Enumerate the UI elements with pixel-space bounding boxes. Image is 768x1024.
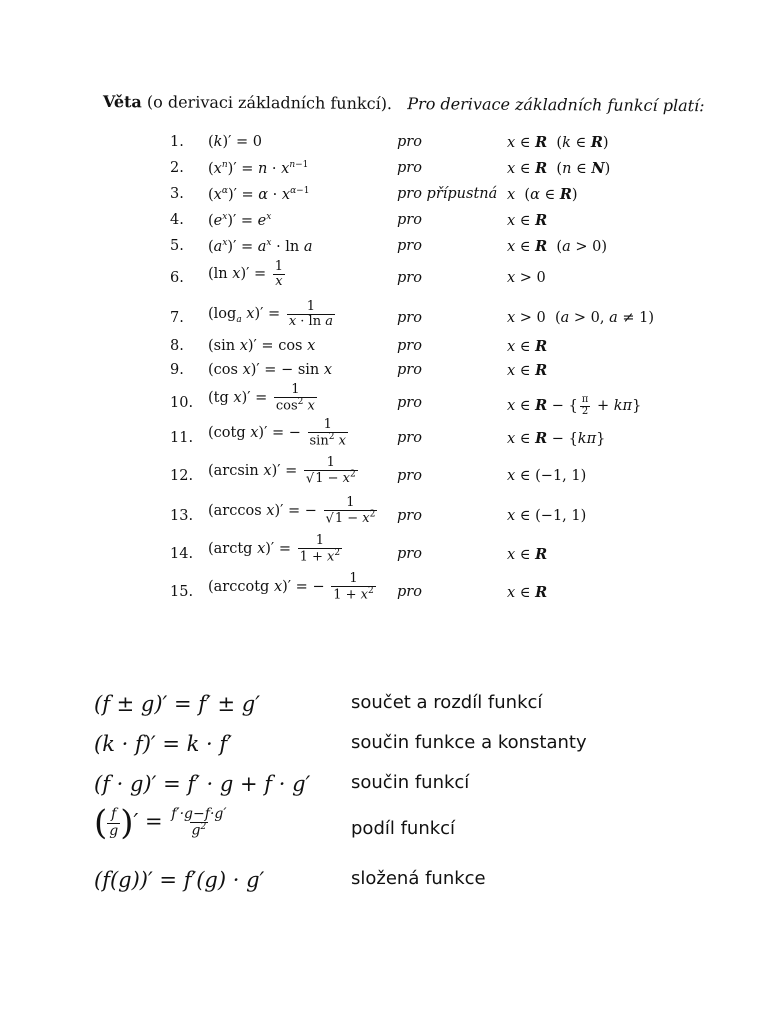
rule-formula: (f ± g)′ = f′ ± g′ bbox=[94, 692, 260, 716]
row-number: 12. bbox=[170, 468, 194, 484]
formula: ($\log_a$ x)′ = $\frac{1}{\text{x · ln a}}$ bbox=[208, 299, 333, 329]
condition: x > 0 (a > 0, a ≠ 1) bbox=[507, 310, 655, 326]
condition-word: pro bbox=[397, 508, 422, 524]
condition-word: pro bbox=[397, 212, 422, 228]
rule-description: součet a rozdíl funkcí bbox=[351, 692, 543, 713]
row-number: 11. bbox=[170, 430, 194, 446]
rule-formula: (f · g)′ = f′ · g + f · g′ bbox=[94, 772, 311, 796]
condition-word: pro bbox=[397, 362, 422, 378]
condition: x (α ∈ R) bbox=[507, 186, 578, 203]
condition: x ∈ R bbox=[507, 362, 548, 379]
condition-word: pro bbox=[397, 270, 422, 286]
row-number: 8. bbox=[170, 338, 184, 354]
row-number: 10. bbox=[170, 395, 194, 411]
theorem-label: Věta bbox=[102, 92, 142, 112]
condition-word: pro bbox=[397, 584, 422, 600]
formula: $(e^x)' = e^x$ bbox=[208, 212, 272, 229]
rule-formula: ( $\frac{f}{g}$ )′ = $\frac{f'\cdot g-f\cdot g'}{g^2}$ bbox=[94, 803, 227, 843]
condition: x ∈ R bbox=[507, 546, 548, 563]
formula: (arccotg x)′ = − $\frac{1}{1 + x^2}$ bbox=[208, 571, 374, 602]
row-number: 14. bbox=[170, 546, 194, 562]
condition: x ∈ R (k ∈ R) bbox=[507, 134, 609, 151]
formula: (arctg x)′ = $\frac{1}{1 + x^2}$ bbox=[208, 533, 341, 564]
row-number: 1. bbox=[170, 134, 184, 150]
row-number: 13. bbox=[170, 508, 194, 524]
condition-word: pro bbox=[397, 430, 422, 446]
condition-word: pro bbox=[397, 546, 422, 562]
theorem-heading bbox=[103, 92, 705, 115]
condition: x ∈ (−1, 1) bbox=[507, 468, 587, 484]
row-number: 6. bbox=[170, 270, 184, 286]
formula: $(x^n)' = n \cdot x^{n-1}$ bbox=[208, 160, 309, 177]
formula: $(x^\alpha)' = \alpha \cdot x^{\alpha-1}$ bbox=[208, 186, 310, 203]
rule-description: součin funkcí bbox=[351, 772, 470, 793]
condition-word: pro přípustná bbox=[397, 186, 498, 202]
theorem-statement: Pro derivace základních funkcí platí: bbox=[407, 94, 705, 116]
formula: (cotg x)′ = − $\frac{1}{\sin^2 x}$ bbox=[208, 417, 346, 448]
formula: (arcsin x)′ = $\frac{1}{√1 - x^2}$ bbox=[208, 455, 356, 486]
condition: x ∈ R (a > 0) bbox=[507, 238, 607, 255]
row-number: 7. bbox=[170, 310, 184, 326]
condition-word: pro bbox=[397, 238, 422, 254]
formula: (tg x)′ = $\frac{1}{\cos^2 x}$ bbox=[208, 382, 315, 413]
rule-description: součin funkce a konstanty bbox=[351, 732, 587, 753]
formula: (arccos x)′ = − $\frac{1}{√1 - x^2}$ bbox=[208, 495, 376, 526]
condition: x ∈ R (n ∈ N) bbox=[507, 160, 611, 177]
rule-formula: (f(g))′ = f′(g) · g′ bbox=[94, 868, 265, 892]
condition: x ∈ R − {kπ} bbox=[507, 430, 606, 447]
condition-word: pro bbox=[397, 160, 422, 176]
rule-formula: (k · f)′ = k · f′ bbox=[94, 732, 232, 756]
formula: (k)′ = 0 bbox=[208, 134, 263, 150]
row-number: 4. bbox=[170, 212, 184, 228]
row-number: 3. bbox=[170, 186, 184, 202]
condition-word: pro bbox=[397, 310, 422, 326]
rule-description: podíl funkcí bbox=[351, 818, 456, 839]
formula: (cos x)′ = − sin x bbox=[208, 362, 333, 378]
condition-word: pro bbox=[397, 338, 422, 354]
rule-description: složená funkce bbox=[351, 868, 486, 889]
condition-word: pro bbox=[397, 134, 422, 150]
theorem-topic: (o derivaci základních funkcí). bbox=[146, 92, 393, 114]
formula: (ln x)′ = $\frac{1}{x}$ bbox=[208, 259, 284, 289]
condition-word: pro bbox=[397, 468, 422, 484]
condition: x ∈ R bbox=[507, 338, 548, 355]
row-number: 2. bbox=[170, 160, 184, 176]
condition-word: pro bbox=[397, 395, 422, 411]
condition: x ∈ (−1, 1) bbox=[507, 508, 587, 524]
formula: $(a^x)' = a^x \cdot \ln a$ bbox=[208, 238, 313, 255]
condition: x > 0 bbox=[507, 270, 546, 286]
row-number: 5. bbox=[170, 238, 184, 254]
condition: x ∈ R bbox=[507, 212, 548, 229]
condition: x ∈ R − { $\frac{\pi}{2}$ + kπ} bbox=[507, 394, 642, 417]
row-number: 9. bbox=[170, 362, 184, 378]
condition: x ∈ R bbox=[507, 584, 548, 601]
formula: (sin x)′ = cos x bbox=[208, 338, 316, 354]
row-number: 15. bbox=[170, 584, 194, 600]
